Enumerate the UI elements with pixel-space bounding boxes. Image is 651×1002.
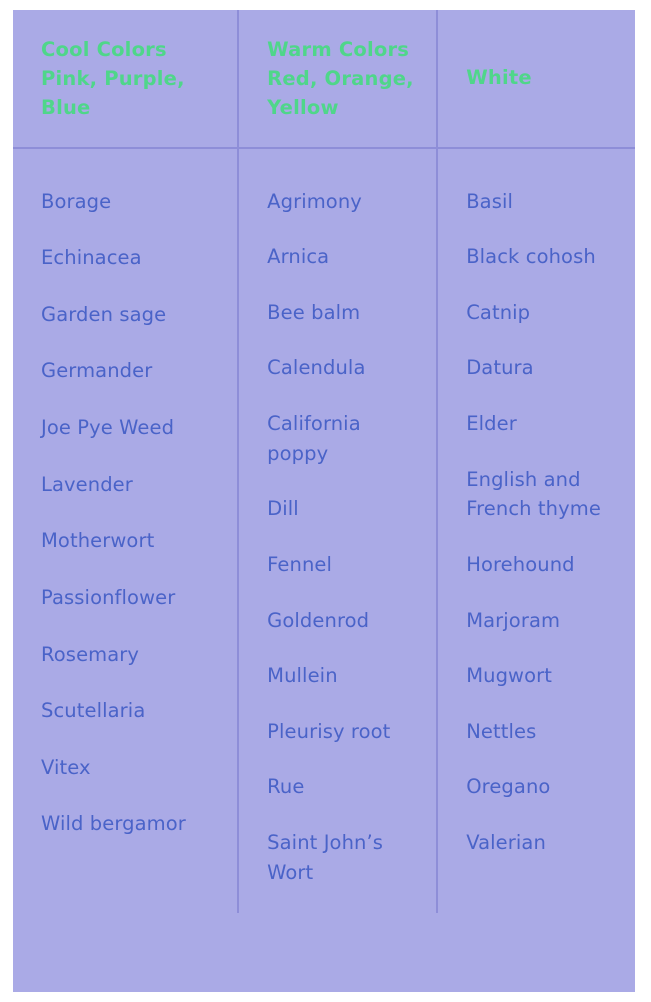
list-item: Oregano — [466, 775, 551, 799]
list-item: Basil — [466, 189, 514, 213]
list-item: Valerian — [466, 831, 546, 855]
list-item: Borage — [41, 189, 112, 213]
table-body — [13, 148, 635, 914]
list-item: Horehound — [466, 552, 575, 576]
list-item: Rosemary — [41, 642, 140, 666]
column-header-warm-colors: Warm Colors Red, Orange, Yellow — [238, 10, 437, 148]
list-item: Mullein — [267, 664, 338, 688]
list-item: Dill — [267, 497, 299, 521]
list-item: Wild bergamor — [41, 812, 186, 836]
list-item: Bee balm — [267, 300, 361, 324]
cool-colors-plant-list — [41, 187, 225, 840]
list-item: Calendula — [267, 356, 366, 380]
table-row — [13, 148, 635, 914]
list-item: Echinacea — [41, 246, 142, 270]
list-item: Garden sage — [41, 302, 167, 326]
plant-color-table-container — [13, 10, 635, 992]
cell-white — [437, 148, 635, 914]
list-item: Elder — [466, 412, 517, 436]
list-item: Marjoram — [466, 608, 561, 632]
list-item: Lavender — [41, 472, 133, 496]
list-item: Arnica — [267, 245, 330, 269]
list-item: Passionflower — [41, 585, 176, 609]
list-item: English and French thyme — [466, 467, 601, 521]
list-item: Vitex — [41, 755, 91, 779]
column-header-white: White — [437, 10, 635, 148]
list-item: Rue — [267, 775, 305, 799]
column-header-cool-colors: Cool Colors Pink, Purple, Blue — [13, 10, 238, 148]
warm-colors-plant-list — [267, 187, 424, 888]
list-item: Motherwort — [41, 529, 155, 553]
white-plant-list — [466, 187, 623, 858]
list-item: Nettles — [466, 719, 537, 743]
table-header-row — [13, 10, 635, 148]
list-item: Agrimony — [267, 189, 362, 213]
list-item: Black cohosh — [466, 245, 596, 269]
plant-color-table — [13, 10, 635, 913]
list-item: California poppy — [267, 412, 361, 465]
list-item: Catnip — [466, 300, 531, 324]
list-item: Germander — [41, 359, 153, 383]
list-item: Joe Pye Weed — [41, 416, 175, 440]
table-header — [13, 10, 635, 148]
list-item: Scutellaria — [41, 699, 146, 723]
list-item: Datura — [466, 356, 534, 380]
cell-cool-colors — [13, 148, 238, 914]
cell-warm-colors — [238, 148, 437, 914]
list-item: Goldenrod — [267, 608, 370, 632]
list-item: Saint John’s Wort — [267, 831, 384, 884]
list-item: Fennel — [267, 552, 333, 576]
list-item: Mugwort — [466, 664, 552, 688]
list-item: Pleurisy root — [267, 719, 391, 743]
